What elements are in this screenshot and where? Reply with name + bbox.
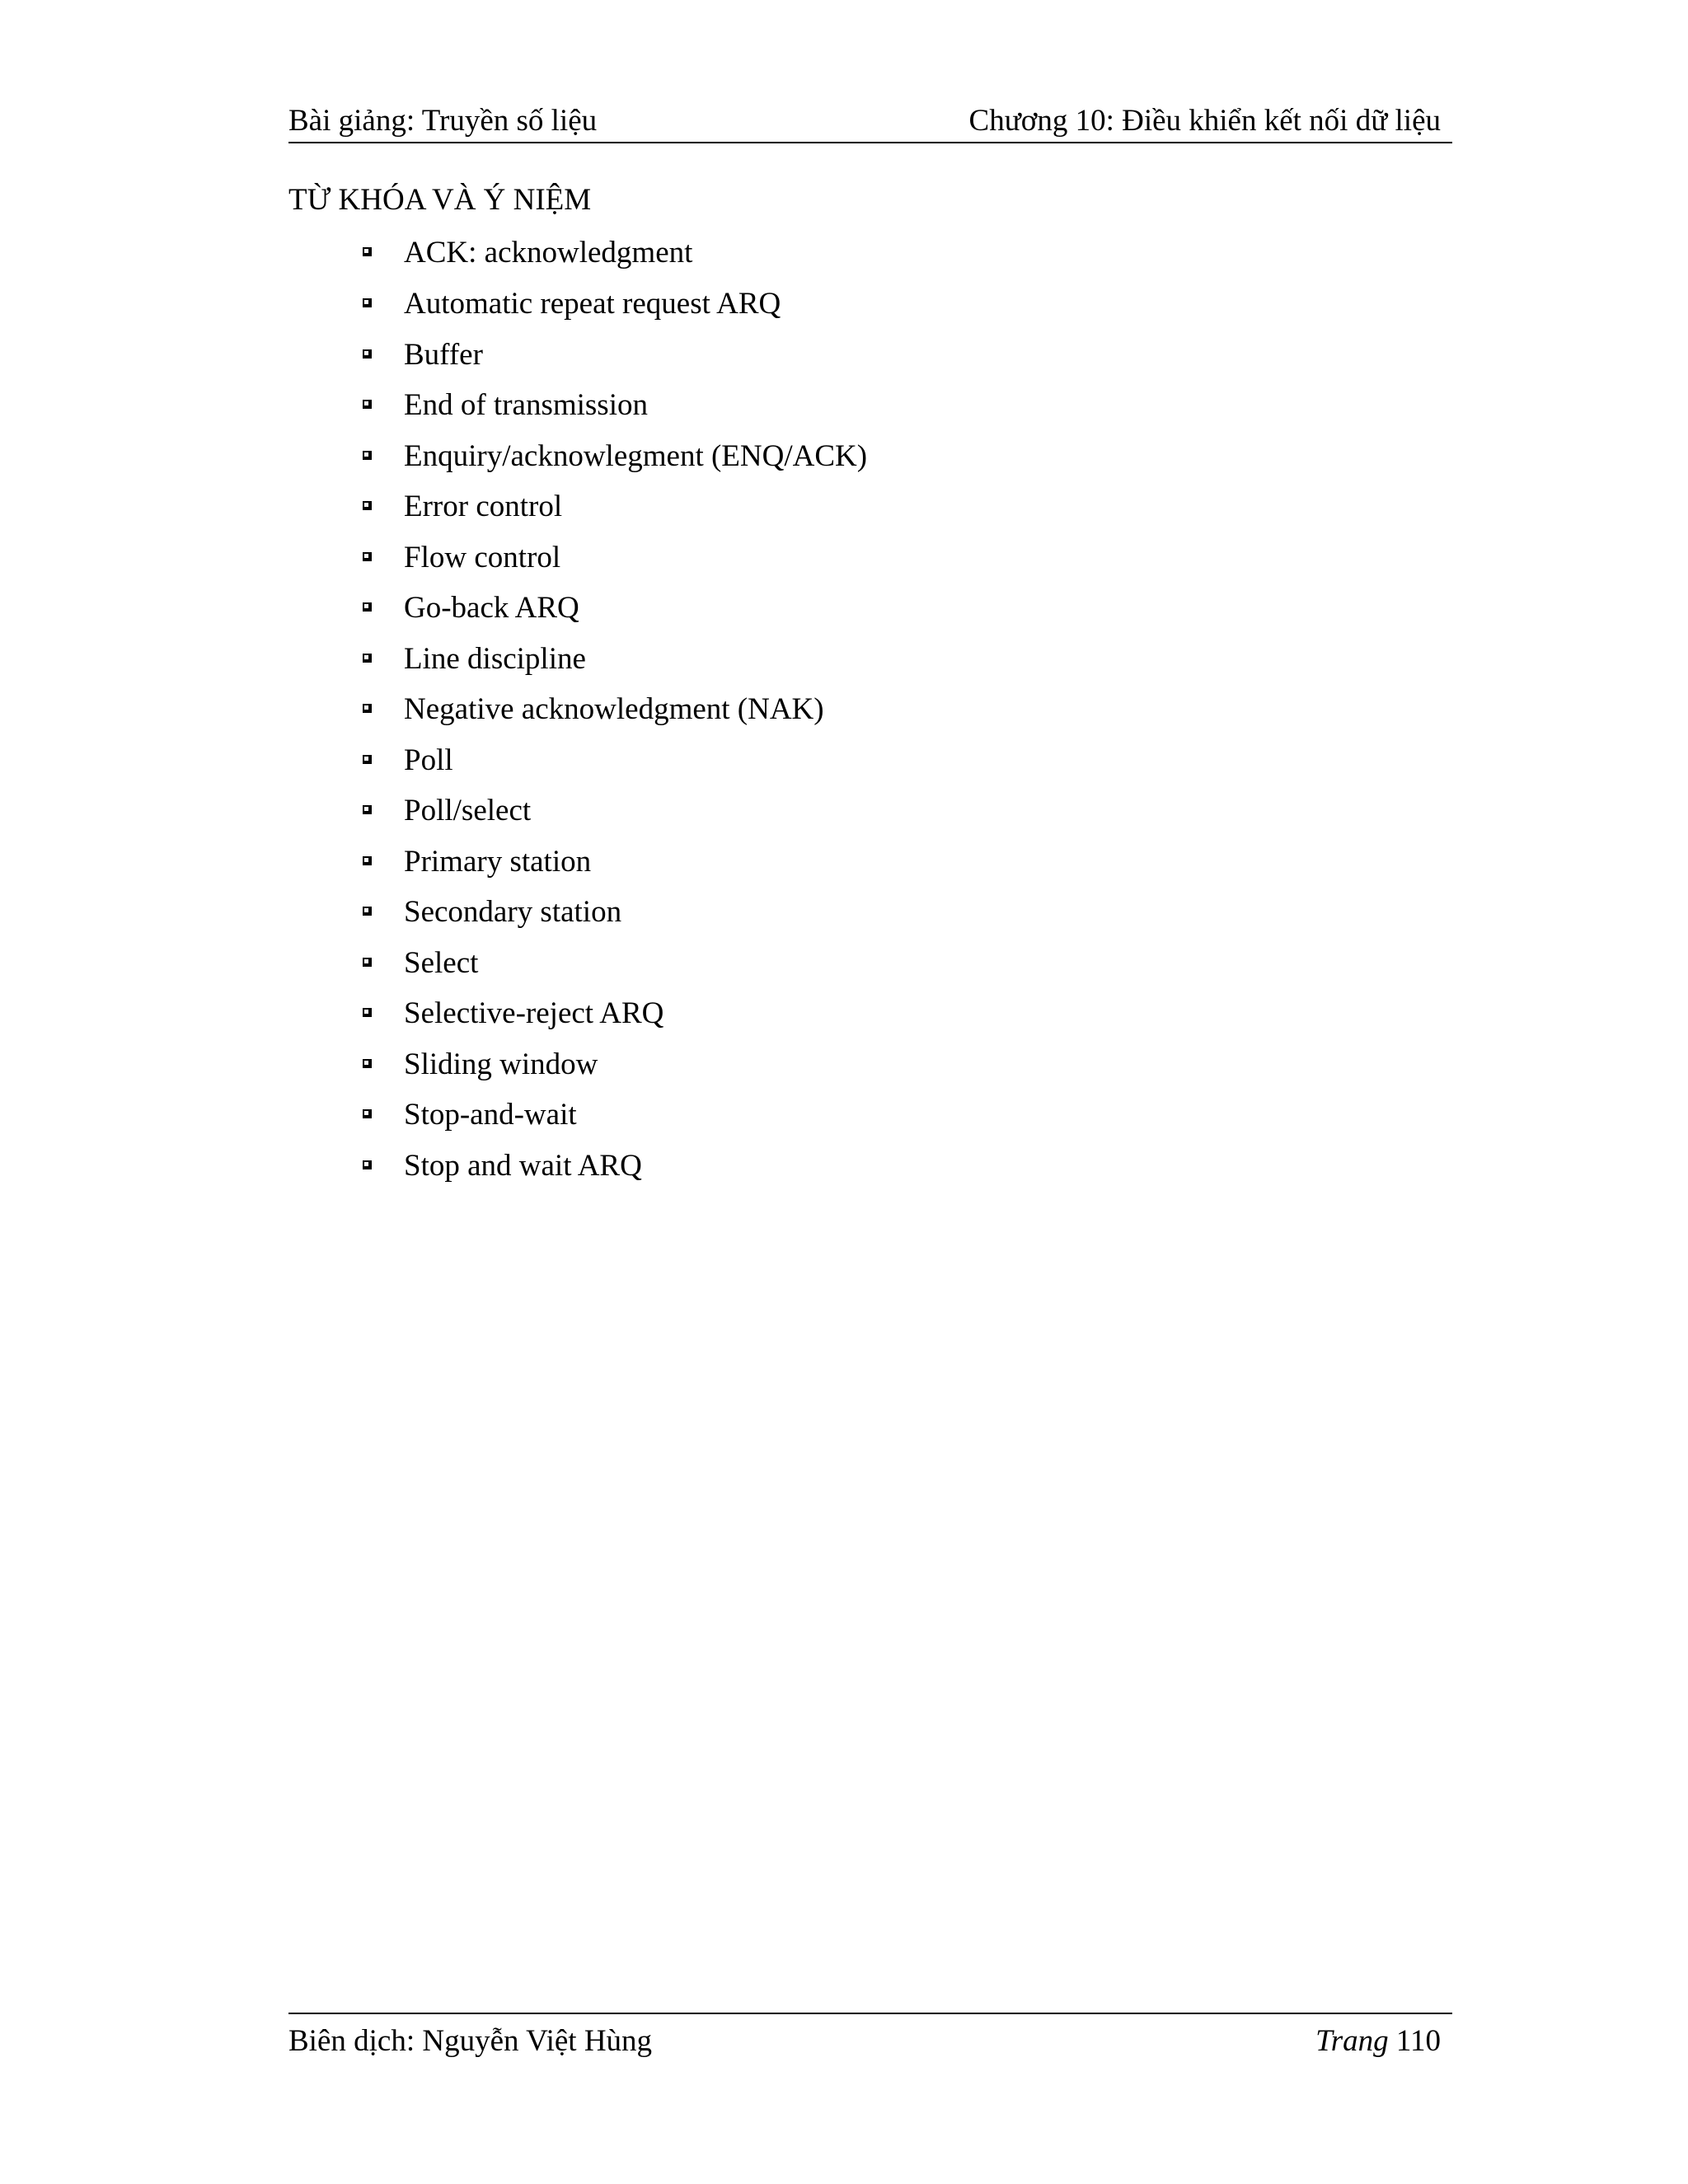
checkbox-bullet-icon — [363, 298, 372, 307]
keyword-item — [0, 892, 989, 933]
keyword-label: Flow control — [404, 541, 561, 574]
keyword-label: ACK: acknowledgment — [404, 236, 693, 269]
keyword-label: Go-back ARQ — [404, 591, 579, 625]
page-number — [1315, 2018, 1441, 2065]
translator-credit: Biên dịch: Nguyễn Việt Hùng — [288, 2024, 653, 2058]
keyword-item — [0, 385, 989, 426]
page-header — [288, 101, 1452, 143]
keyword-item — [0, 1146, 989, 1187]
keyword-item — [0, 943, 989, 984]
checkbox-bullet-icon — [363, 958, 372, 967]
keyword-label: Negative acknowledgment (NAK) — [404, 692, 824, 726]
checkbox-bullet-icon — [363, 1160, 372, 1169]
keyword-item — [0, 1044, 989, 1085]
keyword-label: Poll/select — [404, 794, 532, 827]
keyword-item — [0, 740, 989, 781]
keyword-label: Stop and wait ARQ — [404, 1149, 642, 1183]
keyword-label: Line discipline — [404, 642, 586, 676]
section-title: TỪ KHÓA VÀ Ý NIỆM — [288, 183, 592, 217]
keyword-item — [0, 486, 989, 527]
checkbox-bullet-icon — [363, 552, 372, 561]
keyword-item — [0, 1094, 989, 1136]
keyword-item — [0, 841, 989, 883]
keyword-label: Buffer — [404, 338, 483, 372]
checkbox-bullet-icon — [363, 856, 372, 865]
checkbox-bullet-icon — [363, 400, 372, 409]
checkbox-bullet-icon — [363, 602, 372, 612]
page-footer — [288, 2013, 1452, 2062]
keyword-item — [0, 993, 989, 1034]
page-word: Trang — [1315, 2024, 1389, 2058]
keyword-label: Secondary station — [404, 895, 622, 929]
keyword-label: Enquiry/acknowlegment (ENQ/ACK) — [404, 439, 868, 473]
checkbox-bullet-icon — [363, 755, 372, 764]
keyword-item — [0, 232, 989, 274]
keyword-label: Select — [404, 946, 479, 980]
keyword-item — [0, 335, 989, 376]
page-number-value: 110 — [1395, 2024, 1441, 2058]
keyword-item — [0, 639, 989, 680]
keyword-item — [0, 537, 989, 579]
keyword-item — [0, 436, 989, 477]
checkbox-bullet-icon — [363, 451, 372, 460]
keyword-label: Sliding window — [404, 1047, 598, 1081]
keyword-item — [0, 790, 989, 832]
checkbox-bullet-icon — [363, 654, 372, 663]
keyword-label: Automatic repeat request ARQ — [404, 287, 781, 321]
checkbox-bullet-icon — [363, 501, 372, 510]
checkbox-bullet-icon — [363, 704, 372, 713]
checkbox-bullet-icon — [363, 1109, 372, 1118]
keyword-item — [0, 689, 989, 730]
checkbox-bullet-icon — [363, 907, 372, 916]
keyword-label: Error control — [404, 490, 563, 523]
keyword-label: Stop-and-wait — [404, 1098, 577, 1132]
keyword-item — [0, 588, 989, 629]
course-title: Bài giảng: Truyền số liệu — [288, 104, 598, 138]
checkbox-bullet-icon — [363, 247, 372, 256]
checkbox-bullet-icon — [363, 805, 372, 814]
keyword-label: Selective-reject ARQ — [404, 996, 664, 1030]
keyword-label: Primary station — [404, 845, 592, 879]
checkbox-bullet-icon — [363, 1059, 372, 1068]
checkbox-bullet-icon — [363, 1008, 372, 1017]
checkbox-bullet-icon — [363, 349, 372, 359]
keyword-label: Poll — [404, 743, 453, 777]
keyword-item — [0, 284, 989, 325]
keyword-label: End of transmission — [404, 388, 648, 422]
chapter-title: Chương 10: Điều khiển kết nối dữ liệu — [968, 104, 1441, 138]
